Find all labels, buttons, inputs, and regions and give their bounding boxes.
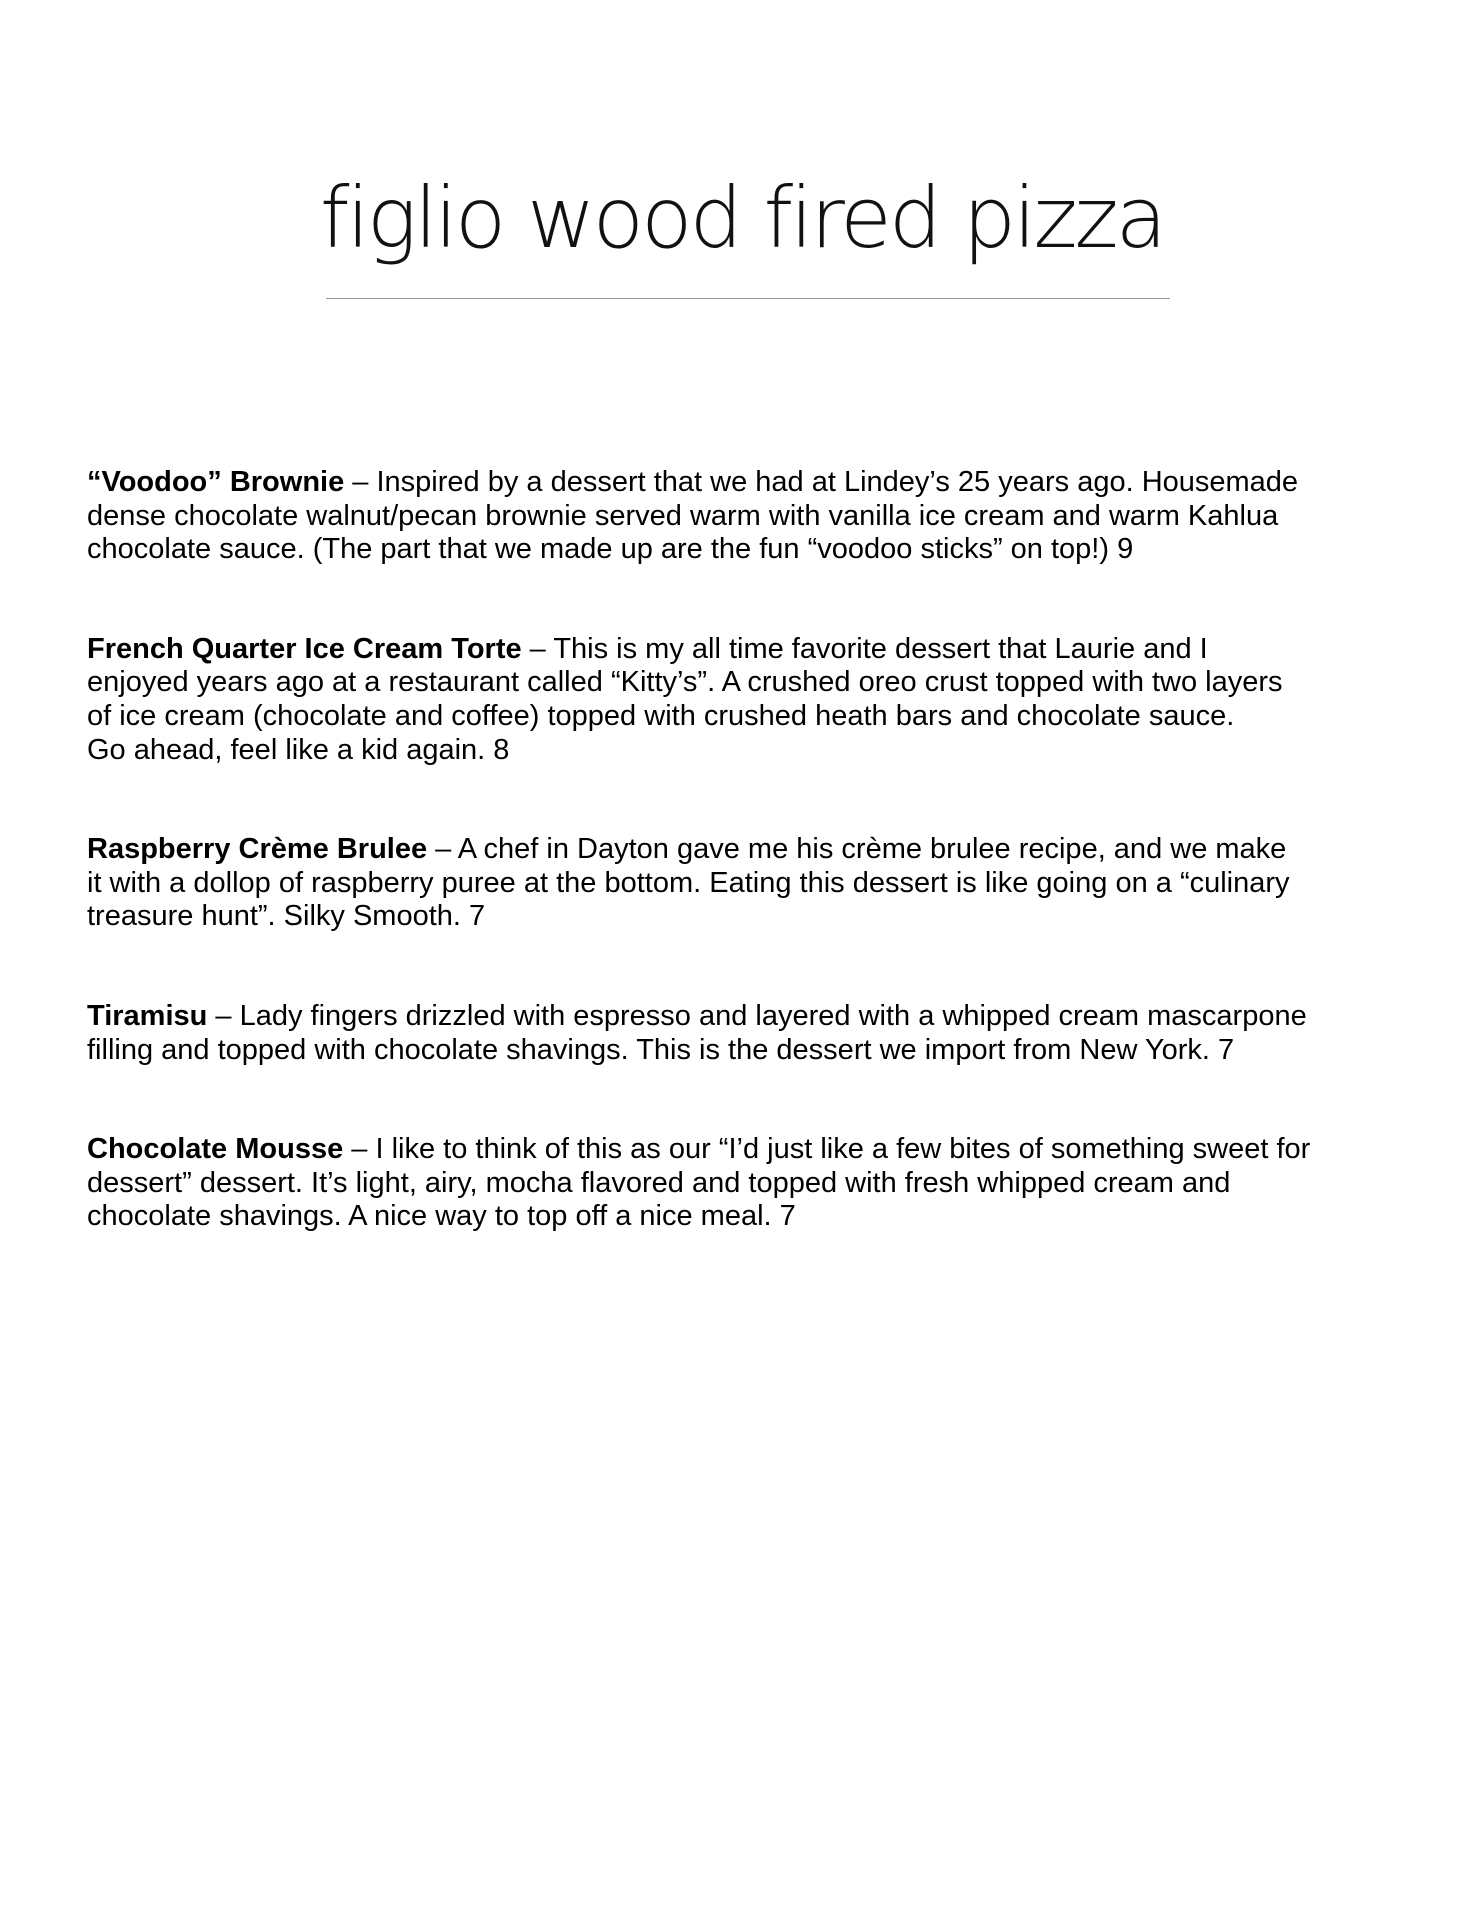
menu-item-description-line: chocolate sauce. (The part that we made up are the fun “voodoo sticks” on top!) 9 <box>87 533 1134 566</box>
menu-item-description-line: Go ahead, feel like a kid again. 8 <box>87 733 510 766</box>
menu-item-first-line <box>87 466 1417 500</box>
menu-item-name: Raspberry Crème Brulee <box>87 833 428 866</box>
menu-item-description-line: dessert” dessert. It’s light, airy, mocha flavored and topped with fresh whipped cream and <box>87 1166 1231 1199</box>
dessert-menu <box>87 466 1417 1300</box>
title-divider <box>326 298 1170 299</box>
menu-item-description-line: of ice cream (chocolate and coffee) topped with crushed heath bars and chocolate sauce. <box>87 699 1235 732</box>
menu-item-description-line: chocolate shavings. A nice way to top off a nice meal. 7 <box>87 1200 796 1233</box>
menu-item-description-line: treasure hunt”. Silky Smooth. 7 <box>87 900 486 933</box>
menu-item-description-line: – This is my all time favorite dessert that Laurie and I <box>521 632 1208 665</box>
menu-item <box>87 1133 1417 1234</box>
menu-item <box>87 633 1417 767</box>
menu-item-first-line <box>87 1133 1417 1167</box>
menu-item-name: Chocolate Mousse <box>87 1133 344 1166</box>
menu-item-description-line: filling and topped with chocolate shavings. This is the dessert we import from New York. 7 <box>87 1033 1235 1066</box>
menu-item-description-line: – I like to think of this as our “I’d just like a few bites of something sweet for <box>343 1133 1311 1166</box>
menu-item-description-line: – Inspired by a dessert that we had at Lindey’s 25 years ago. Housemade <box>344 466 1299 498</box>
menu-item-first-line <box>87 633 1417 667</box>
menu-item-description-line: enjoyed years ago at a restaurant called “Kitty’s”. A crushed oreo crust topped with two layers <box>87 666 1283 699</box>
restaurant-title: figlio wood fired pizza <box>319 169 1165 267</box>
menu-item-first-line <box>87 1000 1417 1034</box>
menu-item-description-line: – Lady fingers drizzled with espresso and layered with a whipped cream mascarpone <box>207 999 1307 1032</box>
menu-item-description-line: – A chef in Dayton gave me his crème brulee recipe, and we make <box>427 833 1287 866</box>
menu-item <box>87 833 1417 934</box>
menu-item-description-line: it with a dollop of raspberry puree at the bottom. Eating this dessert is like going on a “culinary <box>87 866 1290 899</box>
menu-item-name: French Quarter Ice Cream Torte <box>87 632 522 665</box>
menu-item <box>87 466 1417 567</box>
menu-item-first-line <box>87 833 1417 867</box>
menu-item-name: “Voodoo” Brownie <box>87 466 345 498</box>
menu-item-name: Tiramisu <box>87 999 208 1032</box>
menu-item-description-line: dense chocolate walnut/pecan brownie served warm with vanilla ice cream and warm Kahlua <box>87 499 1279 532</box>
menu-item <box>87 1000 1417 1067</box>
